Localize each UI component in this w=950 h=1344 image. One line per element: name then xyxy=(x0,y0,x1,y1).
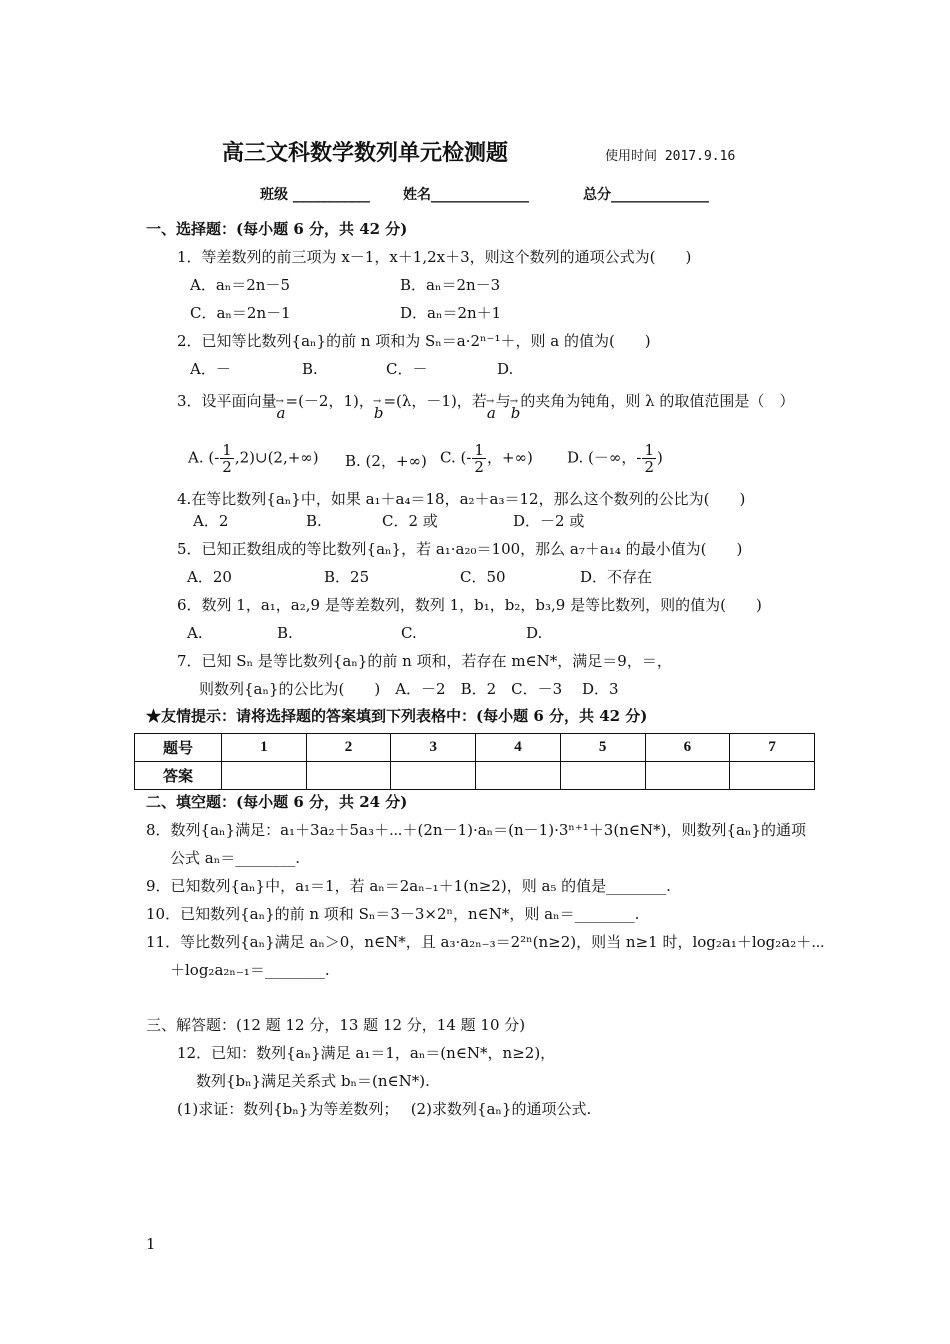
row-label-number: 题号 xyxy=(135,734,222,762)
vector-b: → b xyxy=(374,403,384,423)
question-number-cell: 1 xyxy=(222,734,307,762)
q12-stem: 12．已知：数列{aₙ}满足 a₁＝1，aₙ＝(n∈N*，n≥2)， xyxy=(177,1044,556,1062)
q11-stem: 11．等比数列{aₙ}满足 aₙ＞0，n∈N*，且 a₃·a₂ₙ₋₃＝2²ⁿ(n≥2)，则当 n≥1 时，log₂a₁＋log₂a₂＋⋯ xyxy=(146,933,825,951)
q5-option-c: C．50 xyxy=(460,568,506,586)
q3-option-a: A. (- $\frac{1}{2}$ ,2)∪(2,+∞) xyxy=(188,441,319,476)
q5-option-a: A．20 xyxy=(187,568,232,586)
score-field: 总分______________ xyxy=(583,187,709,203)
answer-cell[interactable] xyxy=(222,762,307,790)
q3-option-d: D. (－∞，- $\frac{1}{2}$ ) xyxy=(567,441,663,476)
answer-cell[interactable] xyxy=(645,762,730,790)
q6-stem: 6．数列 1，a₁，a₂,9 是等差数列，数列 1，b₁，b₂，b₃,9 是等比数列，则的值为( ) xyxy=(177,596,762,614)
q7-options: 则数列{aₙ}的公比为( ) A．－2 B．2 C．－3 D．3 xyxy=(199,680,619,698)
q12-condition: 数列{bₙ}满足关系式 bₙ＝(n∈N*). xyxy=(196,1072,430,1090)
q2-stem: 2．已知等比数列{aₙ}的前 n 项和为 Sₙ＝a·2ⁿ⁻¹＋，则 a 的值为( ) xyxy=(177,332,651,350)
page-title: 高三文科数学数列单元检测题 xyxy=(222,141,509,166)
q12-tasks: (1)求证：数列{bₙ}为等差数列； (2)求数列{aₙ}的通项公式. xyxy=(177,1100,592,1118)
name-field: 姓名______________ xyxy=(403,187,529,203)
fraction-half: $\frac{1}{2}$ xyxy=(644,441,654,476)
page-number: 1 xyxy=(146,1235,156,1253)
q1-option-d: D．aₙ＝2n＋1 xyxy=(400,304,502,322)
table-row xyxy=(135,734,815,762)
q5-option-b: B．25 xyxy=(324,568,370,586)
answer-table xyxy=(134,733,815,790)
q9-stem: 9．已知数列{aₙ}中，a₁＝1，若 aₙ＝2aₙ₋₁＋1(n≥2)，则 a₅ 的值是________. xyxy=(146,877,671,895)
q10-stem: 10．已知数列{aₙ}的前 n 项和 Sₙ＝3－3×2ⁿ，n∈N*，则 aₙ＝________. xyxy=(146,905,640,923)
section2-heading: 二、填空题：(每小题 6 分，共 24 分) xyxy=(146,793,408,811)
q7-stem: 7．已知 Sₙ 是等比数列{aₙ}的前 n 项和，若存在 m∈N*，满足＝9，＝， xyxy=(177,652,672,670)
question-number-cell: 3 xyxy=(391,734,476,762)
fraction-half: $\frac{1}{2}$ xyxy=(474,441,484,476)
q6-option-d: D. xyxy=(526,624,543,642)
q3-option-c: C. (- $\frac{1}{2}$ ，+∞) xyxy=(440,441,533,476)
answer-cell[interactable] xyxy=(306,762,391,790)
fraction-half: $\frac{1}{2}$ xyxy=(222,441,232,476)
q1-option-a: A．aₙ＝2n－5 xyxy=(190,276,291,294)
q1-stem: 1．等差数列的前三项为 x－1，x＋1,2x＋3，则这个数列的通项公式为( ) xyxy=(177,248,692,266)
q4-option-d: D．－2 或 xyxy=(513,512,585,530)
q8-blank: 公式 aₙ＝________. xyxy=(170,849,300,867)
table-row xyxy=(135,762,815,790)
answer-cell[interactable] xyxy=(730,762,815,790)
section3-heading: 三、解答题：(12 题 12 分，13 题 12 分，14 题 10 分) xyxy=(146,1016,526,1034)
q3-option-b: B. (2，+∞) xyxy=(345,452,427,470)
answer-cell[interactable] xyxy=(476,762,561,790)
q2-option-a: A．－ xyxy=(190,360,231,378)
question-number-cell: 2 xyxy=(306,734,391,762)
question-number-cell: 5 xyxy=(560,734,645,762)
q3-stem: 3．设平面向量→ a=(－2，1)，→ b=(λ，－1)，若→ a与→ b的夹角为钝角，则 λ 的取值范围是（ ） xyxy=(177,391,794,411)
vector-b-ref: → b xyxy=(511,403,521,423)
q2-option-b: B. xyxy=(302,360,318,378)
q6-option-b: B. xyxy=(277,624,293,642)
q4-stem: 4.在等比数列{aₙ}中，如果 a₁＋a₄＝18，a₂＋a₃＝12，那么这个数列的公比为( ) xyxy=(177,490,746,508)
question-number-cell: 6 xyxy=(645,734,730,762)
q11-blank: ＋log₂a₂ₙ₋₁＝________. xyxy=(170,961,330,979)
q2-option-c: C．－ xyxy=(386,360,428,378)
answer-tip: ★友情提示：请将选择题的答案填到下列表格中：(每小题 6 分，共 42 分) xyxy=(146,707,648,725)
q4-option-b: B. xyxy=(306,512,322,530)
q1-option-c: C．aₙ＝2n－1 xyxy=(190,304,291,322)
q6-option-a: A. xyxy=(187,624,203,642)
question-number-cell: 7 xyxy=(730,734,815,762)
question-number-cell: 4 xyxy=(476,734,561,762)
answer-cell[interactable] xyxy=(391,762,476,790)
answer-cell[interactable] xyxy=(560,762,645,790)
vector-a: → a xyxy=(277,403,286,423)
q8-stem: 8．数列{aₙ}满足：a₁＋3a₂＋5a₃＋⋯＋(2n－1)·aₙ＝(n－1)·3ⁿ⁺¹＋3(n∈N*)，则数列{aₙ}的通项 xyxy=(146,821,806,839)
row-label-answer: 答案 xyxy=(135,762,222,790)
q2-option-d: D. xyxy=(497,360,514,378)
class-field: 班级 ___________ xyxy=(260,187,370,203)
usage-date: 使用时间 2017.9.16 xyxy=(605,149,736,164)
q4-option-a: A．2 xyxy=(193,512,229,530)
q1-option-b: B．aₙ＝2n－3 xyxy=(400,276,501,294)
q6-option-c: C. xyxy=(401,624,417,642)
vector-a-ref: → a xyxy=(487,403,496,423)
q4-option-c: C．2 或 xyxy=(382,512,438,530)
section1-heading: 一、选择题：(每小题 6 分，共 42 分) xyxy=(146,220,408,238)
q5-stem: 5．已知正数组成的等比数列{aₙ}，若 a₁·a₂₀＝100，那么 a₇＋a₁₄ 的最小值为( ) xyxy=(177,540,743,558)
q5-option-d: D．不存在 xyxy=(580,568,653,586)
